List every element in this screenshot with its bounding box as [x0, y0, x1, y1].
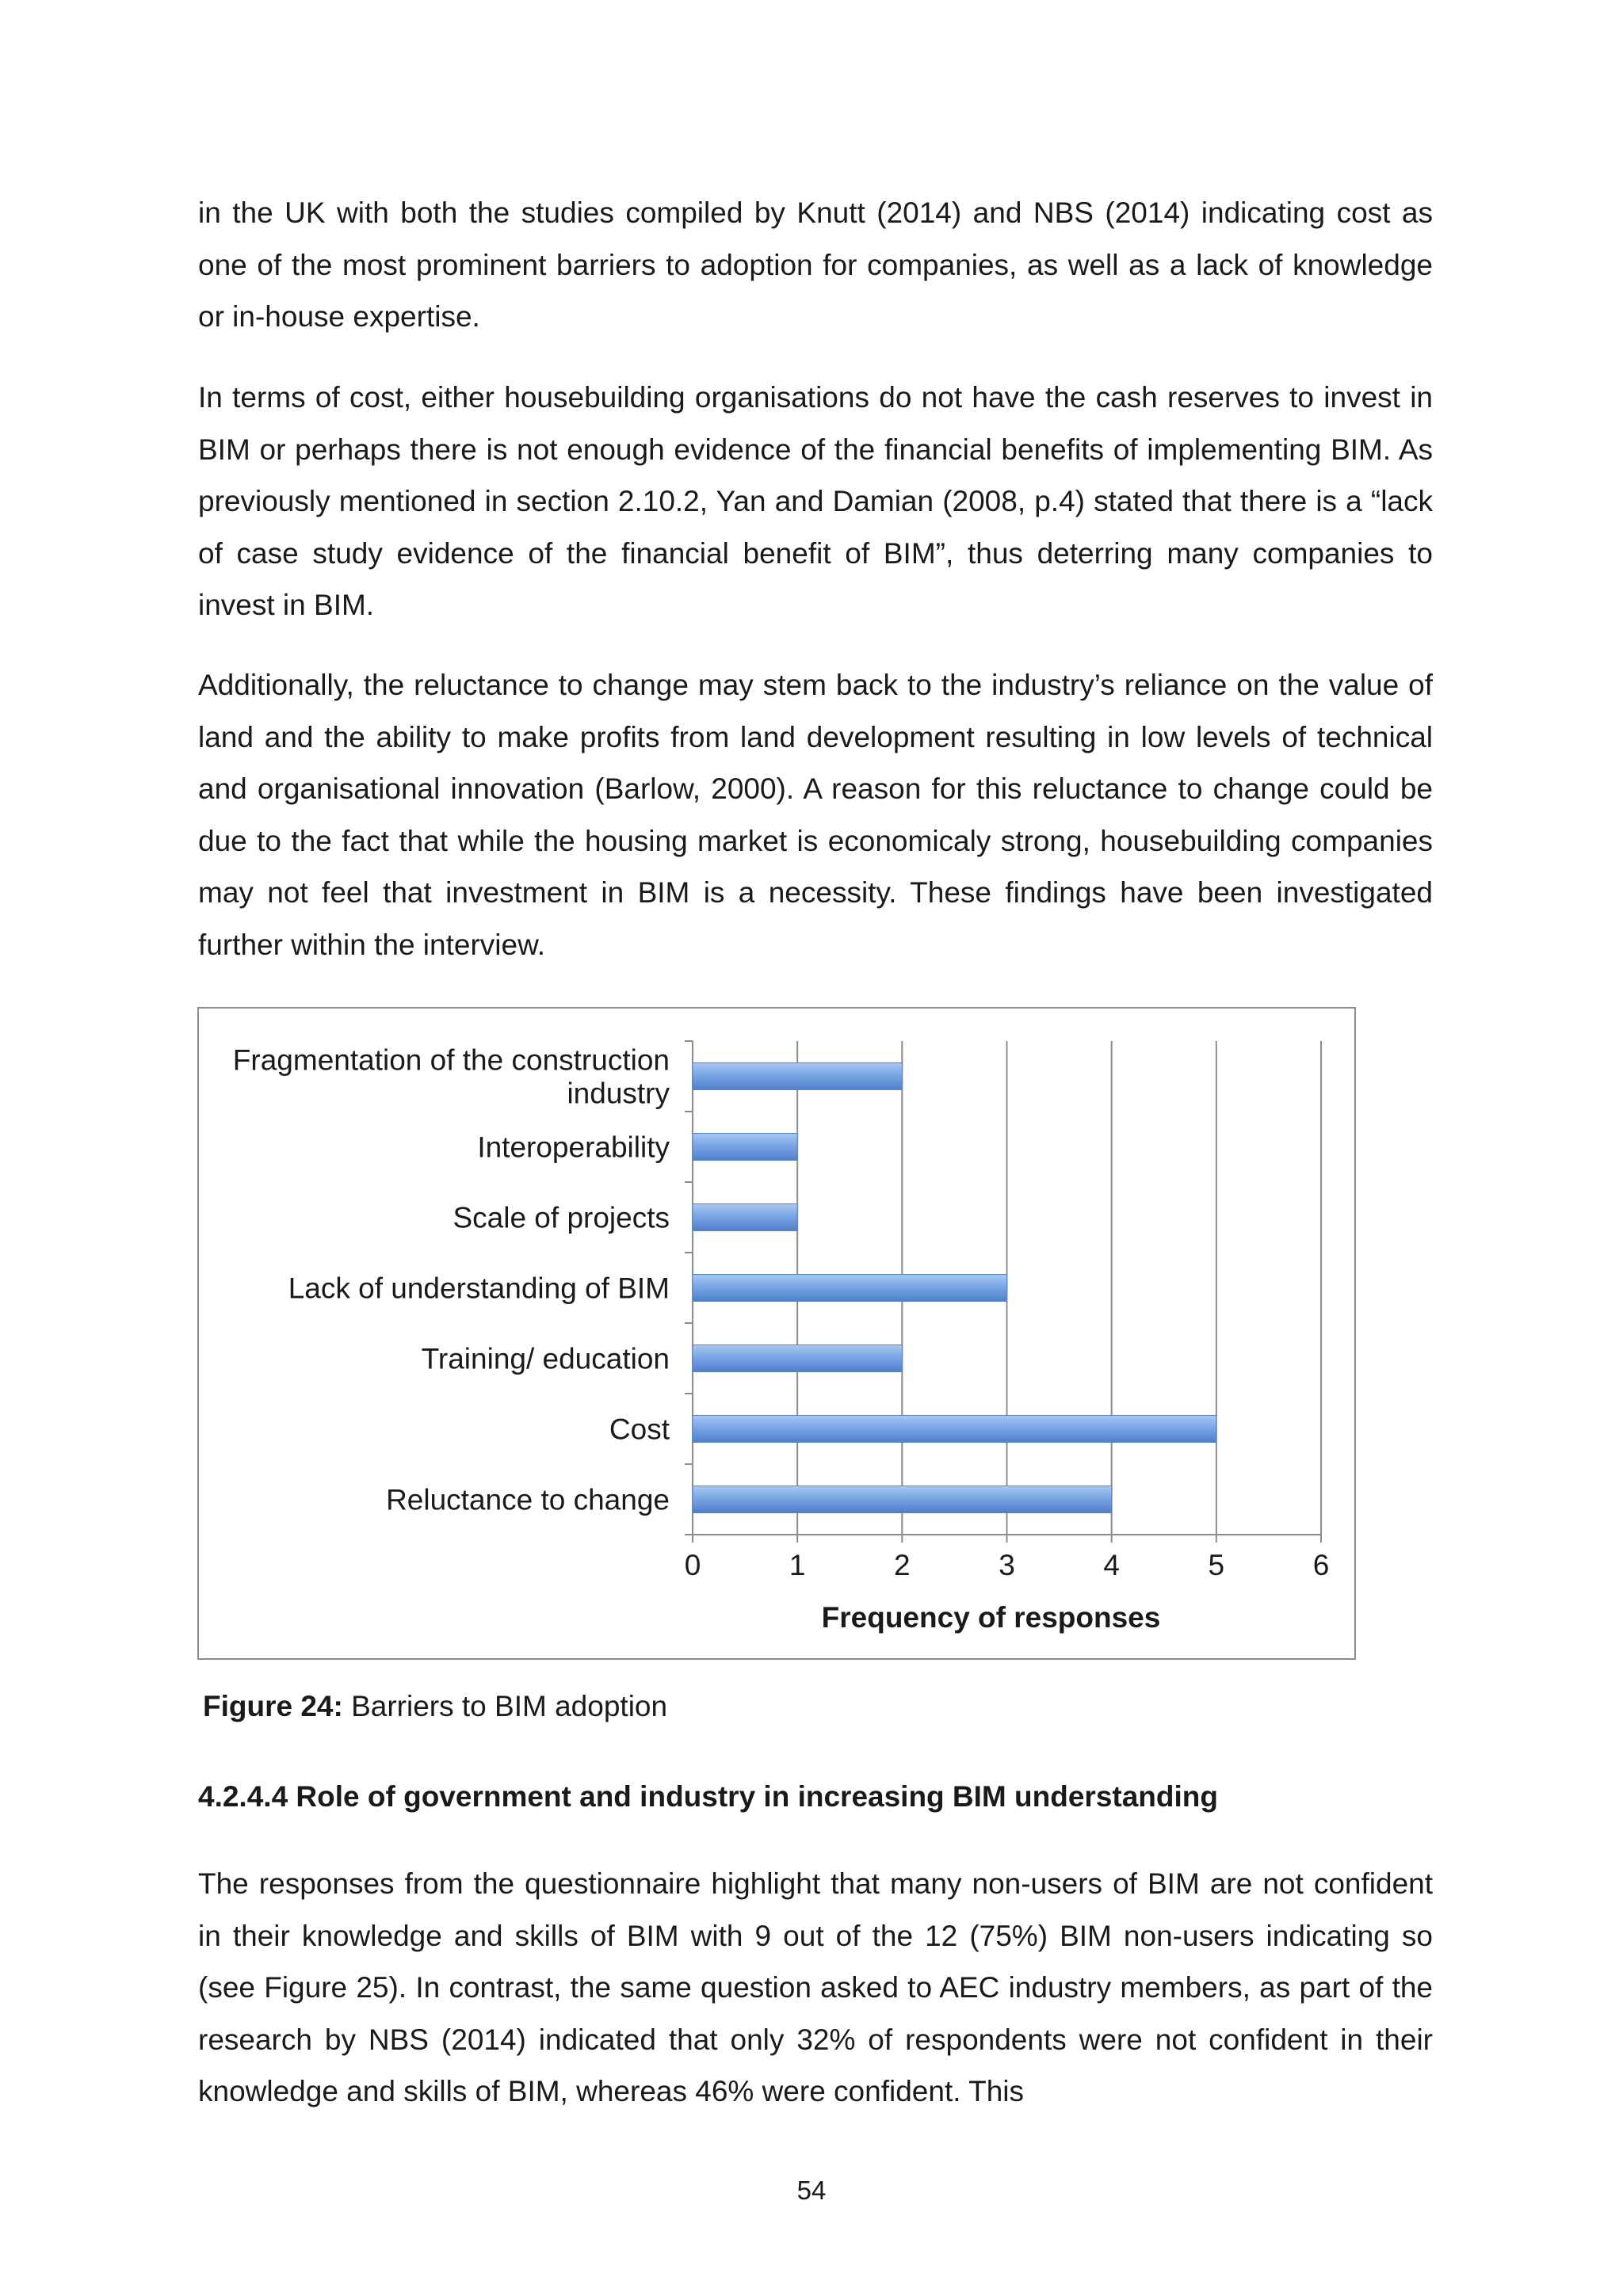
bar	[693, 1134, 797, 1161]
figure-caption	[203, 1690, 667, 1723]
paragraph-1: in the UK with both the studies compiled by Knutt (2014) and NBS (2014) indicating cost as one of the most prominent barriers to adoption for companies, as well as a lack of knowledge or in-house expertise.	[198, 196, 1433, 333]
chart-frame	[197, 1007, 1356, 1660]
category-label: Reluctance to change	[386, 1483, 670, 1516]
paragraph-4: The responses from the questionnaire highlight that many non-users of BIM are not confident in their knowledge and skills of BIM with 9 out of the 12 (75%) BIM non-users indicating so (see Figure 25). In contrast, the same question asked to AEC industry members, as part of the research by NBS (2014) indicated that only 32% of respondents were not confident in their knowledge and skills of BIM, whereas 46% were confident. This	[198, 1867, 1433, 2107]
x-tick-label: 4	[1103, 1549, 1120, 1581]
bar	[693, 1275, 1007, 1302]
category-label: Interoperability	[477, 1131, 670, 1164]
figure-caption-label: Figure 24:	[203, 1690, 343, 1722]
category-label: Scale of projects	[453, 1201, 670, 1234]
category-label: Lack of understanding of BIM	[288, 1272, 670, 1305]
category-label: Cost	[609, 1413, 670, 1446]
bar	[693, 1486, 1112, 1513]
bar	[693, 1416, 1216, 1443]
paragraph-2: In terms of cost, either housebuilding organisations do not have the cash reserves to invest in BIM or perhaps there is not enough evidence of the financial benefits of implementing BIM. As previously mentioned in section 2.10.2, Yan and Damian (2008, p.4) stated that there is a “lack of case study evidence of the financial benefit of BIM”, thus deterring many companies to invest in BIM.	[198, 381, 1433, 621]
page-number: 54	[796, 2176, 827, 2205]
x-tick-label: 3	[999, 1549, 1015, 1581]
bar	[693, 1063, 902, 1090]
barriers-bar-chart	[199, 1009, 1354, 1658]
x-tick-label: 5	[1208, 1549, 1225, 1581]
x-axis-title: Frequency of responses	[821, 1601, 1161, 1634]
x-tick-label: 6	[1312, 1549, 1330, 1581]
category-label: Training/ education	[421, 1342, 670, 1375]
section-heading: 4.2.4.4 Role of government and industry in increasing BIM understanding	[198, 1780, 1218, 1813]
x-tick-label: 2	[894, 1549, 911, 1581]
figure-caption-text: Barriers to BIM adoption	[342, 1690, 668, 1722]
bar	[693, 1345, 902, 1372]
x-tick-label: 0	[684, 1549, 701, 1581]
paragraph-3: Additionally, the reluctance to change may stem back to the industry’s reliance on the value of land and the ability to make profits from land development resulting in low levels of technical and organisational innovation (Barlow, 2000). A reason for this reluctance to change could be due to the fact that while the housing market is economicaly strong, housebuilding companies may not feel that investment in BIM is a necessity. These findings have been investigated further within the interview.	[198, 669, 1433, 961]
bar	[693, 1204, 797, 1231]
x-tick-label: 1	[789, 1549, 806, 1581]
category-label: industry	[567, 1077, 670, 1110]
category-label: Fragmentation of the construction	[232, 1043, 670, 1077]
